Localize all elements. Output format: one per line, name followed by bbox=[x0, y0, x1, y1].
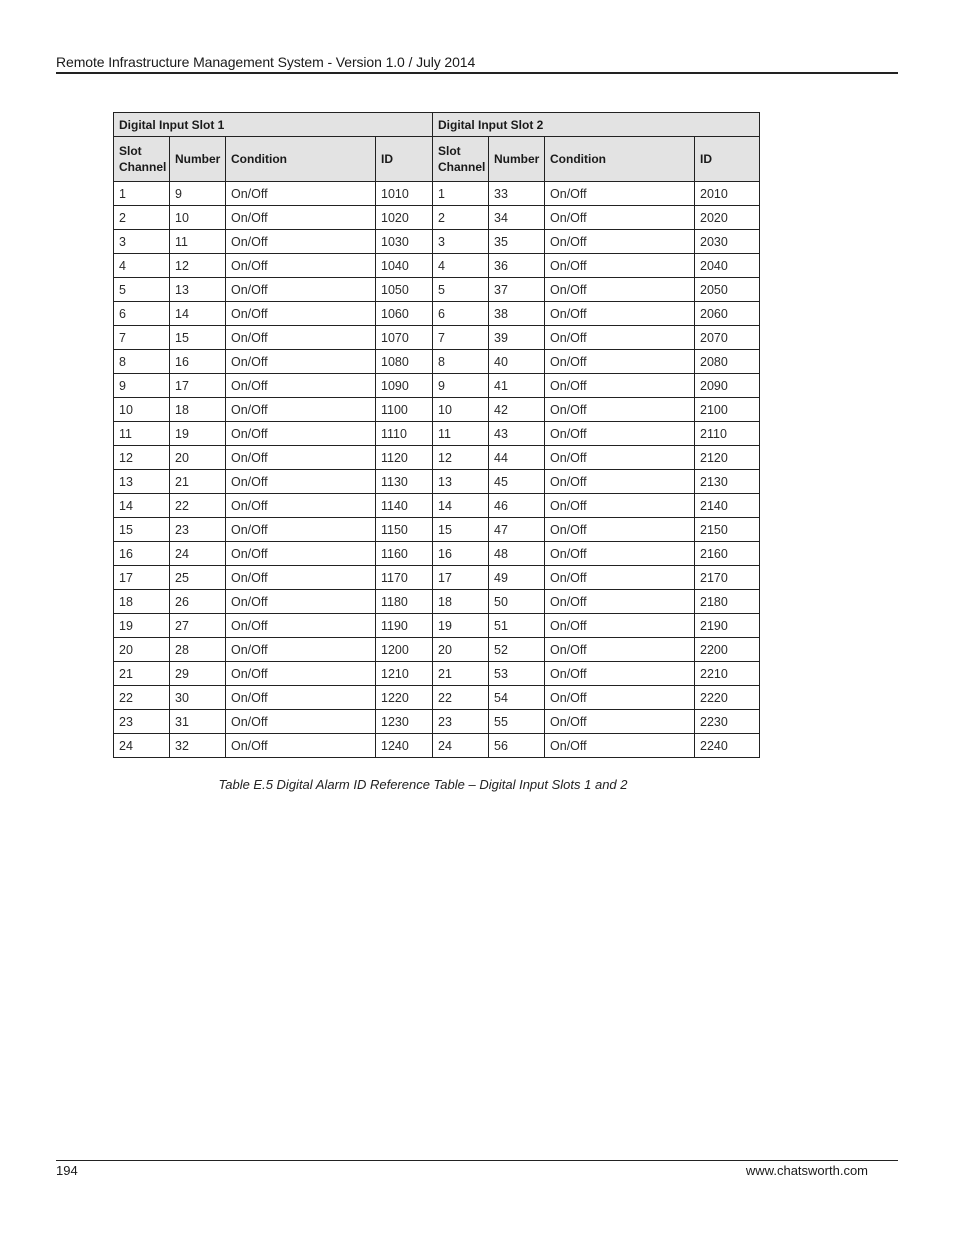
table-body bbox=[114, 182, 760, 758]
cell-condition-2: On/Off bbox=[545, 230, 695, 254]
cell-condition-2: On/Off bbox=[545, 422, 695, 446]
cell-id: 1170 bbox=[376, 566, 433, 590]
cell-number-2: 54 bbox=[489, 686, 545, 710]
cell-number-2: 36 bbox=[489, 254, 545, 278]
cell-condition: On/Off bbox=[226, 710, 376, 734]
column-header-row bbox=[114, 137, 760, 182]
cell-slot-channel-2: 20 bbox=[433, 638, 489, 662]
cell-id: 1020 bbox=[376, 206, 433, 230]
cell-slot-channel: 24 bbox=[114, 734, 170, 758]
cell-id: 1160 bbox=[376, 542, 433, 566]
cell-id: 1010 bbox=[376, 182, 433, 206]
cell-number-2: 35 bbox=[489, 230, 545, 254]
cell-condition-2: On/Off bbox=[545, 590, 695, 614]
cell-id-2: 2070 bbox=[695, 326, 760, 350]
cell-condition: On/Off bbox=[226, 446, 376, 470]
table-row bbox=[114, 590, 760, 614]
cell-condition: On/Off bbox=[226, 398, 376, 422]
cell-id: 1140 bbox=[376, 494, 433, 518]
cell-id-2: 2160 bbox=[695, 542, 760, 566]
cell-id: 1100 bbox=[376, 398, 433, 422]
cell-number-2: 52 bbox=[489, 638, 545, 662]
table-row bbox=[114, 734, 760, 758]
cell-id: 1200 bbox=[376, 638, 433, 662]
cell-condition-2: On/Off bbox=[545, 350, 695, 374]
alarm-id-table-container bbox=[113, 112, 759, 758]
table-row bbox=[114, 662, 760, 686]
cell-id: 1230 bbox=[376, 710, 433, 734]
cell-slot-channel-2: 18 bbox=[433, 590, 489, 614]
cell-id: 1190 bbox=[376, 614, 433, 638]
cell-id-2: 2140 bbox=[695, 494, 760, 518]
cell-condition: On/Off bbox=[226, 254, 376, 278]
cell-number: 15 bbox=[170, 326, 226, 350]
cell-condition-2: On/Off bbox=[545, 494, 695, 518]
cell-slot-channel-2: 17 bbox=[433, 566, 489, 590]
cell-id-2: 2090 bbox=[695, 374, 760, 398]
cell-condition-2: On/Off bbox=[545, 374, 695, 398]
cell-condition-2: On/Off bbox=[545, 302, 695, 326]
cell-number: 23 bbox=[170, 518, 226, 542]
cell-condition: On/Off bbox=[226, 686, 376, 710]
cell-number: 26 bbox=[170, 590, 226, 614]
table-row bbox=[114, 278, 760, 302]
cell-slot-channel-2: 6 bbox=[433, 302, 489, 326]
table-row bbox=[114, 470, 760, 494]
cell-number-2: 49 bbox=[489, 566, 545, 590]
cell-condition: On/Off bbox=[226, 542, 376, 566]
cell-condition: On/Off bbox=[226, 494, 376, 518]
cell-slot-channel-2: 23 bbox=[433, 710, 489, 734]
cell-id-2: 2170 bbox=[695, 566, 760, 590]
cell-id-2: 2190 bbox=[695, 614, 760, 638]
cell-condition: On/Off bbox=[226, 470, 376, 494]
cell-slot-channel: 9 bbox=[114, 374, 170, 398]
cell-id: 1030 bbox=[376, 230, 433, 254]
cell-slot-channel-2: 9 bbox=[433, 374, 489, 398]
cell-number: 10 bbox=[170, 206, 226, 230]
cell-slot-channel-2: 2 bbox=[433, 206, 489, 230]
table-row bbox=[114, 566, 760, 590]
cell-slot-channel-2: 5 bbox=[433, 278, 489, 302]
cell-condition-2: On/Off bbox=[545, 662, 695, 686]
cell-id: 1210 bbox=[376, 662, 433, 686]
cell-id: 1150 bbox=[376, 518, 433, 542]
cell-id: 1130 bbox=[376, 470, 433, 494]
cell-condition-2: On/Off bbox=[545, 182, 695, 206]
group-header-slot-1: Digital Input Slot 1 bbox=[114, 113, 433, 137]
cell-condition: On/Off bbox=[226, 638, 376, 662]
table-row bbox=[114, 374, 760, 398]
cell-slot-channel: 5 bbox=[114, 278, 170, 302]
cell-slot-channel-2: 7 bbox=[433, 326, 489, 350]
table-row bbox=[114, 686, 760, 710]
table-row bbox=[114, 638, 760, 662]
cell-condition-2: On/Off bbox=[545, 638, 695, 662]
cell-slot-channel: 3 bbox=[114, 230, 170, 254]
cell-number: 29 bbox=[170, 662, 226, 686]
cell-condition: On/Off bbox=[226, 590, 376, 614]
table-row bbox=[114, 446, 760, 470]
cell-condition-2: On/Off bbox=[545, 542, 695, 566]
cell-slot-channel: 12 bbox=[114, 446, 170, 470]
cell-slot-channel: 17 bbox=[114, 566, 170, 590]
cell-id: 1060 bbox=[376, 302, 433, 326]
table-row bbox=[114, 422, 760, 446]
table-row bbox=[114, 518, 760, 542]
cell-id-2: 2120 bbox=[695, 446, 760, 470]
cell-number: 13 bbox=[170, 278, 226, 302]
cell-slot-channel-2: 13 bbox=[433, 470, 489, 494]
cell-number: 12 bbox=[170, 254, 226, 278]
cell-id: 1180 bbox=[376, 590, 433, 614]
cell-number: 18 bbox=[170, 398, 226, 422]
cell-slot-channel: 14 bbox=[114, 494, 170, 518]
table-row bbox=[114, 542, 760, 566]
cell-number: 16 bbox=[170, 350, 226, 374]
table-row bbox=[114, 302, 760, 326]
cell-number-2: 53 bbox=[489, 662, 545, 686]
cell-number: 30 bbox=[170, 686, 226, 710]
cell-id-2: 2040 bbox=[695, 254, 760, 278]
cell-number-2: 43 bbox=[489, 422, 545, 446]
cell-number: 20 bbox=[170, 446, 226, 470]
cell-slot-channel: 21 bbox=[114, 662, 170, 686]
cell-condition: On/Off bbox=[226, 350, 376, 374]
cell-number-2: 51 bbox=[489, 614, 545, 638]
table-row bbox=[114, 182, 760, 206]
cell-condition-2: On/Off bbox=[545, 278, 695, 302]
cell-id-2: 2080 bbox=[695, 350, 760, 374]
cell-slot-channel-2: 4 bbox=[433, 254, 489, 278]
cell-number: 28 bbox=[170, 638, 226, 662]
cell-condition: On/Off bbox=[226, 206, 376, 230]
page-number: 194 bbox=[56, 1163, 78, 1178]
cell-slot-channel-2: 1 bbox=[433, 182, 489, 206]
cell-number: 11 bbox=[170, 230, 226, 254]
cell-number-2: 39 bbox=[489, 326, 545, 350]
cell-slot-channel-2: 16 bbox=[433, 542, 489, 566]
group-header-slot-2: Digital Input Slot 2 bbox=[433, 113, 760, 137]
col-header-number: Number bbox=[170, 137, 226, 182]
cell-number: 27 bbox=[170, 614, 226, 638]
cell-number-2: 47 bbox=[489, 518, 545, 542]
website-link: www.chatsworth.com bbox=[745, 1163, 868, 1178]
cell-number: 24 bbox=[170, 542, 226, 566]
cell-number-2: 42 bbox=[489, 398, 545, 422]
cell-id: 1220 bbox=[376, 686, 433, 710]
cell-condition-2: On/Off bbox=[545, 398, 695, 422]
col-header-slot-channel-2: Slot Channel bbox=[433, 137, 489, 182]
cell-slot-channel: 15 bbox=[114, 518, 170, 542]
table-row bbox=[114, 326, 760, 350]
table-row bbox=[114, 230, 760, 254]
cell-number: 19 bbox=[170, 422, 226, 446]
cell-id: 1120 bbox=[376, 446, 433, 470]
cell-slot-channel: 6 bbox=[114, 302, 170, 326]
cell-condition: On/Off bbox=[226, 182, 376, 206]
cell-slot-channel: 16 bbox=[114, 542, 170, 566]
cell-number-2: 50 bbox=[489, 590, 545, 614]
cell-number: 14 bbox=[170, 302, 226, 326]
cell-slot-channel-2: 11 bbox=[433, 422, 489, 446]
col-header-id: ID bbox=[376, 137, 433, 182]
col-header-condition: Condition bbox=[226, 137, 376, 182]
cell-id-2: 2240 bbox=[695, 734, 760, 758]
cell-number-2: 37 bbox=[489, 278, 545, 302]
cell-slot-channel-2: 14 bbox=[433, 494, 489, 518]
cell-number-2: 56 bbox=[489, 734, 545, 758]
table-row bbox=[114, 494, 760, 518]
cell-condition: On/Off bbox=[226, 518, 376, 542]
cell-condition: On/Off bbox=[226, 422, 376, 446]
cell-slot-channel-2: 19 bbox=[433, 614, 489, 638]
cell-condition-2: On/Off bbox=[545, 254, 695, 278]
page-footer bbox=[56, 1160, 898, 1181]
cell-id: 1110 bbox=[376, 422, 433, 446]
cell-slot-channel-2: 10 bbox=[433, 398, 489, 422]
cell-number: 25 bbox=[170, 566, 226, 590]
cell-slot-channel: 7 bbox=[114, 326, 170, 350]
cell-slot-channel: 2 bbox=[114, 206, 170, 230]
cell-id-2: 2060 bbox=[695, 302, 760, 326]
table-row bbox=[114, 614, 760, 638]
cell-condition-2: On/Off bbox=[545, 326, 695, 350]
cell-slot-channel-2: 12 bbox=[433, 446, 489, 470]
cell-id-2: 2180 bbox=[695, 590, 760, 614]
cell-slot-channel-2: 15 bbox=[433, 518, 489, 542]
col-header-id-2: ID bbox=[695, 137, 760, 182]
group-header-row bbox=[114, 113, 760, 137]
cell-number-2: 41 bbox=[489, 374, 545, 398]
cell-number: 22 bbox=[170, 494, 226, 518]
table-row bbox=[114, 254, 760, 278]
cell-condition-2: On/Off bbox=[545, 686, 695, 710]
cell-number: 17 bbox=[170, 374, 226, 398]
page-header bbox=[56, 52, 898, 74]
cell-slot-channel-2: 3 bbox=[433, 230, 489, 254]
cell-slot-channel: 11 bbox=[114, 422, 170, 446]
cell-slot-channel: 18 bbox=[114, 590, 170, 614]
cell-number: 31 bbox=[170, 710, 226, 734]
cell-condition: On/Off bbox=[226, 734, 376, 758]
cell-condition: On/Off bbox=[226, 614, 376, 638]
cell-id: 1050 bbox=[376, 278, 433, 302]
cell-number-2: 48 bbox=[489, 542, 545, 566]
cell-slot-channel: 10 bbox=[114, 398, 170, 422]
cell-number-2: 44 bbox=[489, 446, 545, 470]
cell-id-2: 2200 bbox=[695, 638, 760, 662]
cell-condition-2: On/Off bbox=[545, 518, 695, 542]
cell-slot-channel: 20 bbox=[114, 638, 170, 662]
cell-id: 1070 bbox=[376, 326, 433, 350]
cell-id-2: 2130 bbox=[695, 470, 760, 494]
cell-condition: On/Off bbox=[226, 326, 376, 350]
cell-number: 21 bbox=[170, 470, 226, 494]
cell-slot-channel-2: 22 bbox=[433, 686, 489, 710]
cell-id-2: 2050 bbox=[695, 278, 760, 302]
cell-condition-2: On/Off bbox=[545, 470, 695, 494]
cell-slot-channel-2: 8 bbox=[433, 350, 489, 374]
cell-condition: On/Off bbox=[226, 302, 376, 326]
table-row bbox=[114, 398, 760, 422]
cell-slot-channel: 1 bbox=[114, 182, 170, 206]
cell-condition: On/Off bbox=[226, 566, 376, 590]
cell-condition: On/Off bbox=[226, 278, 376, 302]
col-header-condition-2: Condition bbox=[545, 137, 695, 182]
cell-id-2: 2020 bbox=[695, 206, 760, 230]
cell-id: 1040 bbox=[376, 254, 433, 278]
col-header-slot-channel: Slot Channel bbox=[114, 137, 170, 182]
cell-id-2: 2220 bbox=[695, 686, 760, 710]
document-title: Remote Infrastructure Management System - Version 1.0 / July 2014 bbox=[56, 54, 476, 70]
cell-number-2: 38 bbox=[489, 302, 545, 326]
col-header-number-2: Number bbox=[489, 137, 545, 182]
cell-condition-2: On/Off bbox=[545, 614, 695, 638]
digital-alarm-id-table bbox=[113, 112, 760, 758]
cell-condition-2: On/Off bbox=[545, 566, 695, 590]
cell-number-2: 55 bbox=[489, 710, 545, 734]
cell-slot-channel: 19 bbox=[114, 614, 170, 638]
cell-condition-2: On/Off bbox=[545, 446, 695, 470]
cell-condition-2: On/Off bbox=[545, 734, 695, 758]
table-row bbox=[114, 206, 760, 230]
table-row bbox=[114, 710, 760, 734]
cell-id-2: 2210 bbox=[695, 662, 760, 686]
cell-number-2: 34 bbox=[489, 206, 545, 230]
cell-condition: On/Off bbox=[226, 662, 376, 686]
cell-number-2: 46 bbox=[489, 494, 545, 518]
cell-number: 32 bbox=[170, 734, 226, 758]
cell-number-2: 33 bbox=[489, 182, 545, 206]
cell-id-2: 2150 bbox=[695, 518, 760, 542]
cell-condition: On/Off bbox=[226, 374, 376, 398]
cell-id-2: 2030 bbox=[695, 230, 760, 254]
cell-slot-channel: 4 bbox=[114, 254, 170, 278]
cell-id-2: 2100 bbox=[695, 398, 760, 422]
cell-id-2: 2010 bbox=[695, 182, 760, 206]
table-caption: Table E.5 Digital Alarm ID Reference Table – Digital Input Slots 1 and 2 bbox=[218, 777, 628, 792]
cell-id: 1240 bbox=[376, 734, 433, 758]
cell-slot-channel-2: 21 bbox=[433, 662, 489, 686]
table-row bbox=[114, 350, 760, 374]
cell-slot-channel: 23 bbox=[114, 710, 170, 734]
cell-slot-channel: 13 bbox=[114, 470, 170, 494]
cell-condition-2: On/Off bbox=[545, 710, 695, 734]
cell-number-2: 45 bbox=[489, 470, 545, 494]
cell-condition-2: On/Off bbox=[545, 206, 695, 230]
cell-number-2: 40 bbox=[489, 350, 545, 374]
cell-id-2: 2230 bbox=[695, 710, 760, 734]
cell-id-2: 2110 bbox=[695, 422, 760, 446]
cell-id: 1080 bbox=[376, 350, 433, 374]
cell-slot-channel: 22 bbox=[114, 686, 170, 710]
cell-number: 9 bbox=[170, 182, 226, 206]
cell-id: 1090 bbox=[376, 374, 433, 398]
cell-condition: On/Off bbox=[226, 230, 376, 254]
cell-slot-channel: 8 bbox=[114, 350, 170, 374]
cell-slot-channel-2: 24 bbox=[433, 734, 489, 758]
